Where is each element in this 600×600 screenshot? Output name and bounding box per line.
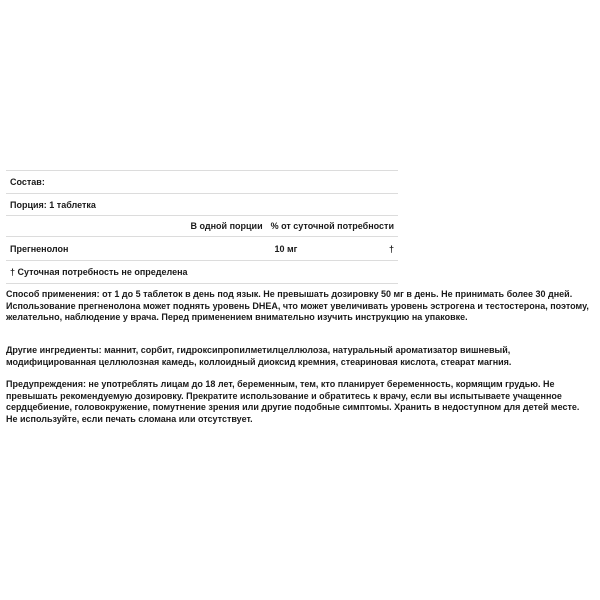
table-header-row [6,215,398,236]
ingredient-daily-value: † [388,243,394,254]
table-row [6,236,398,260]
other-ingredients: Другие ингредиенты: маннит, сорбит, гидроксипропилметилцеллюлоза, натуральный ароматизатор вишневый, модифицированная целлюлозная камедь, коллоидный диоксид кремния, стеариновая кислота, стеарат магния. [6,345,512,367]
serving-size: Порция: 1 таблетка [10,199,96,210]
warnings: Предупреждения: не употреблять лицам до 18 лет, беременным, тем, кто планирует беременность, кормящим грудью. Не превышать рекомендуемую дозировку. Прекратите использование и обратитесь к врачу, если вы испытываете учащенное сердцебиение, головокружение, помутнение зрения или другие подобные симптомы. Хранить в недоступном для детей месте. Не используйте, если печать сломана или отсутствует. [6,379,580,424]
serving-row [6,193,398,215]
daily-value-footnote: † Суточная потребность не определена [10,267,188,277]
supplement-facts-table [6,170,398,284]
footnote-row [6,260,398,284]
ingredient-amount: 10 мг [274,243,298,254]
ingredient-name: Прегненолон [10,243,69,254]
usage-instructions: Способ применения: от 1 до 5 таблеток в день под язык. Не превышать дозировку 50 мг в день. Не принимать более 30 дней. Использование прегненолона может поднять уровень DHEA, что может увеличивать уровень эстрогена и тестостерона, поэтому, желательно, наблюдение у врача. Перед применением внимательно изучить инструкцию на упаковке. [6,289,589,322]
table-title-row [6,170,398,193]
header-per-serving: В одной порции [190,221,263,231]
table-title: Состав: [10,177,45,187]
header-daily-value: % от суточной потребности [270,221,394,231]
